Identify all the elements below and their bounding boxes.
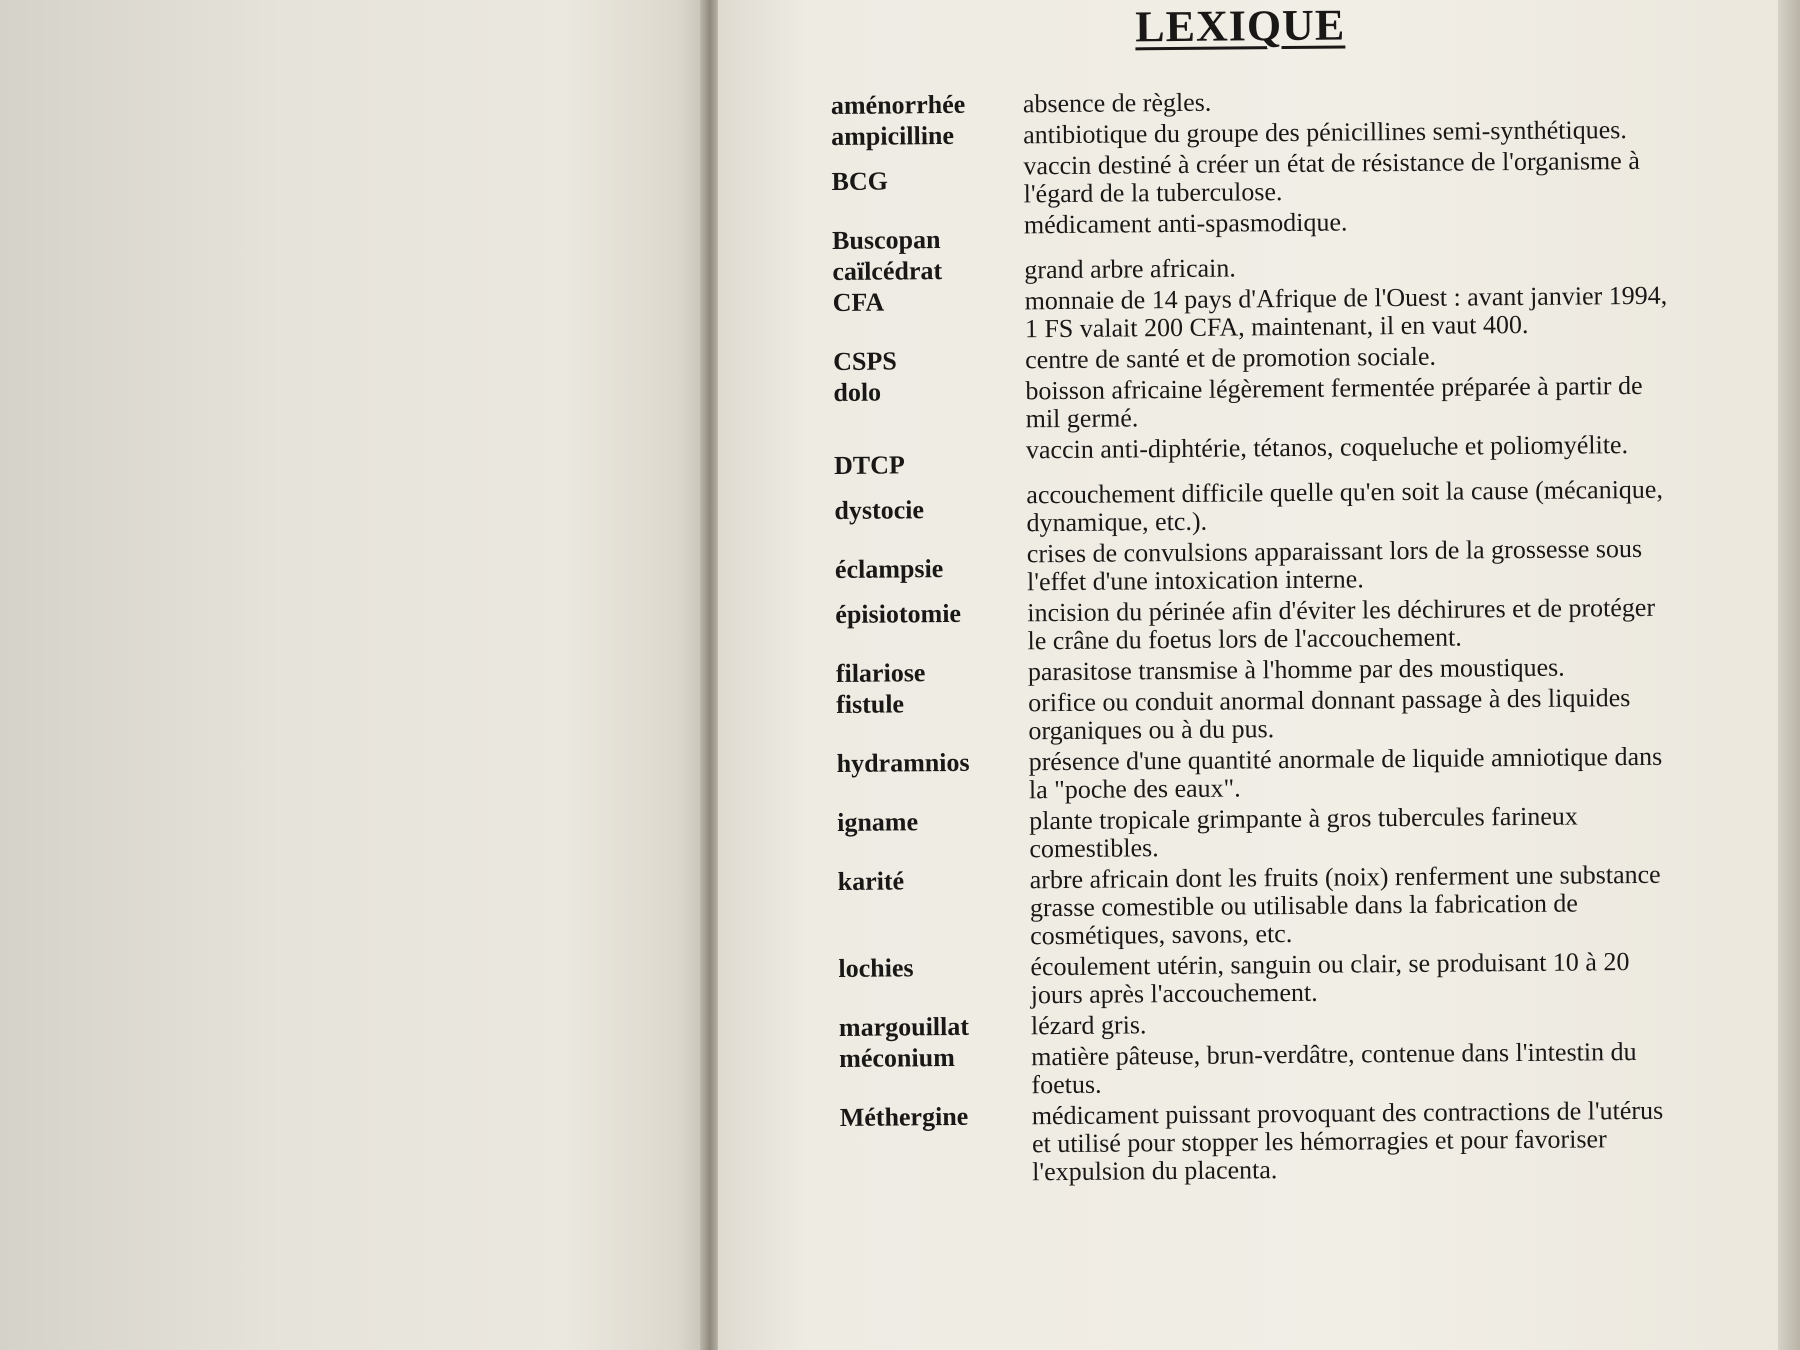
lexicon-definition: grand arbre africain. (1024, 253, 1236, 285)
lexicon-term: aménorrhée (830, 89, 966, 120)
lexicon-entry (840, 1097, 1691, 1188)
lexicon-entry (834, 476, 1684, 539)
lexicon-term: CSPS (833, 346, 897, 376)
lexicon-definition: incision du périnée afin d'éviter les déchirures et de protéger le crâne du foetus lors de l'accouchement. (1027, 592, 1656, 656)
lexicon-entry (833, 341, 1683, 376)
lexicon-definition: boisson africaine légèrement fermentée préparée à partir de mil germé. (1025, 370, 1643, 434)
lexicon-entry (839, 1007, 1689, 1042)
lexicon-definition: présence d'une quantité anormale de liquide amniotique dans la "poche des eaux". (1028, 741, 1663, 805)
lexicon-definition: arbre africain dont les fruits (noix) renferment une substance grasse comestible ou utilisable dans la fabrication de cosmétiques, savons, etc. (1029, 859, 1661, 951)
lexicon-term: Buscopan (831, 225, 941, 255)
lexicon-term: lochies (838, 953, 914, 983)
lexicon-definition: matière pâteuse, brun-verdâtre, contenue dans l'intestin du foetus. (1031, 1037, 1637, 1100)
lexicon-definition: vaccin destiné à créer un état de résistance de l'organisme à l'égard de la tuberculose. (1023, 145, 1640, 209)
lexicon-term: ampicilline (831, 120, 955, 151)
page-edge (1778, 0, 1800, 1350)
lexicon-definition: absence de règles. (1022, 87, 1212, 119)
lexicon-term: hydramnios (836, 747, 970, 778)
lexicon-entry (836, 653, 1686, 688)
lexicon-term: fistule (836, 689, 905, 719)
left-page-blank (0, 0, 705, 1350)
lexicon-entry (831, 85, 1681, 120)
lexicon-entry (834, 431, 1684, 480)
page-title: LEXIQUE (1135, 0, 1346, 52)
lexicon-term: DTCP (833, 450, 905, 480)
lexicon-definition: orifice ou conduit anormal donnant passage à des liquides organiques ou à du pus. (1028, 683, 1631, 746)
lexicon-definition: médicament anti-spasmodique. (1023, 207, 1348, 240)
lexicon-definition: parasitose transmise à l'homme par des moustiques. (1027, 652, 1565, 687)
lexicon-definition: vaccin anti-diphtérie, tétanos, coqueluche et poliomyélite. (1025, 430, 1629, 465)
lexicon-entry (832, 251, 1682, 286)
lexicon-definition: lézard gris. (1030, 1010, 1147, 1041)
lexicon-term: margouillat (838, 1011, 970, 1042)
lexicon-entry (833, 372, 1683, 435)
lexique-content (830, 0, 1692, 1350)
lexicon-term: karité (837, 866, 905, 896)
lexicon-entry (837, 743, 1687, 806)
lexicon-entry (832, 206, 1682, 255)
lexicon-term: Méthergine (839, 1101, 969, 1132)
lexicon-term: BCG (831, 166, 889, 196)
lexicon-entry (833, 282, 1683, 345)
lexicon-definition: écoulement utérin, sanguin ou clair, se produisant 10 à 20 jours après l'accouchement. (1030, 947, 1630, 1010)
lexicon-definition: crises de convulsions apparaissant lors de la grossesse sous l'effet d'une intoxication interne. (1026, 533, 1643, 597)
lexicon-entry (831, 116, 1681, 151)
lexicon-entry (838, 861, 1689, 952)
lexicon-entry (835, 535, 1685, 598)
lexicon-term: dolo (833, 377, 882, 407)
lexicon-entry (831, 147, 1681, 210)
lexicon-entry (838, 948, 1688, 1011)
lexicon-term: CFA (832, 287, 885, 317)
lexicon-term: méconium (839, 1042, 955, 1073)
lexicon-term: dystocie (834, 495, 925, 525)
lexicon-list (831, 85, 1691, 1191)
lexicon-entry (837, 802, 1687, 865)
lexicon-term: filariose (835, 658, 926, 688)
lexicon-definition: plante tropicale grimpante à gros tubercules farineux comestibles. (1029, 801, 1578, 864)
lexicon-definition: antibiotique du groupe des pénicillines semi-synthétiques. (1023, 115, 1627, 150)
lexicon-term: éclampsie (834, 554, 944, 584)
lexicon-term: épisiotomie (835, 598, 962, 629)
lexicon-definition: médicament puissant provoquant des contractions de l'utérus et utilisé pour stopper les hémorragies et pour favoriser l'expulsion du placenta. (1031, 1095, 1664, 1187)
lexicon-term: igname (837, 807, 919, 837)
lexicon-definition: centre de santé et de promotion sociale. (1025, 341, 1437, 375)
lexicon-definition: monnaie de 14 pays d'Afrique de l'Ouest : avant janvier 1994, 1 FS valait 200 CFA, maintenant, il en vaut 400. (1024, 280, 1668, 344)
lexicon-term: caïlcédrat (832, 256, 943, 286)
lexicon-entry (839, 1038, 1689, 1101)
lexicon-definition: accouchement difficile quelle qu'en soit la cause (mécanique, dynamique, etc.). (1026, 474, 1664, 538)
lexicon-entry (835, 594, 1685, 657)
lexicon-entry (836, 684, 1686, 747)
